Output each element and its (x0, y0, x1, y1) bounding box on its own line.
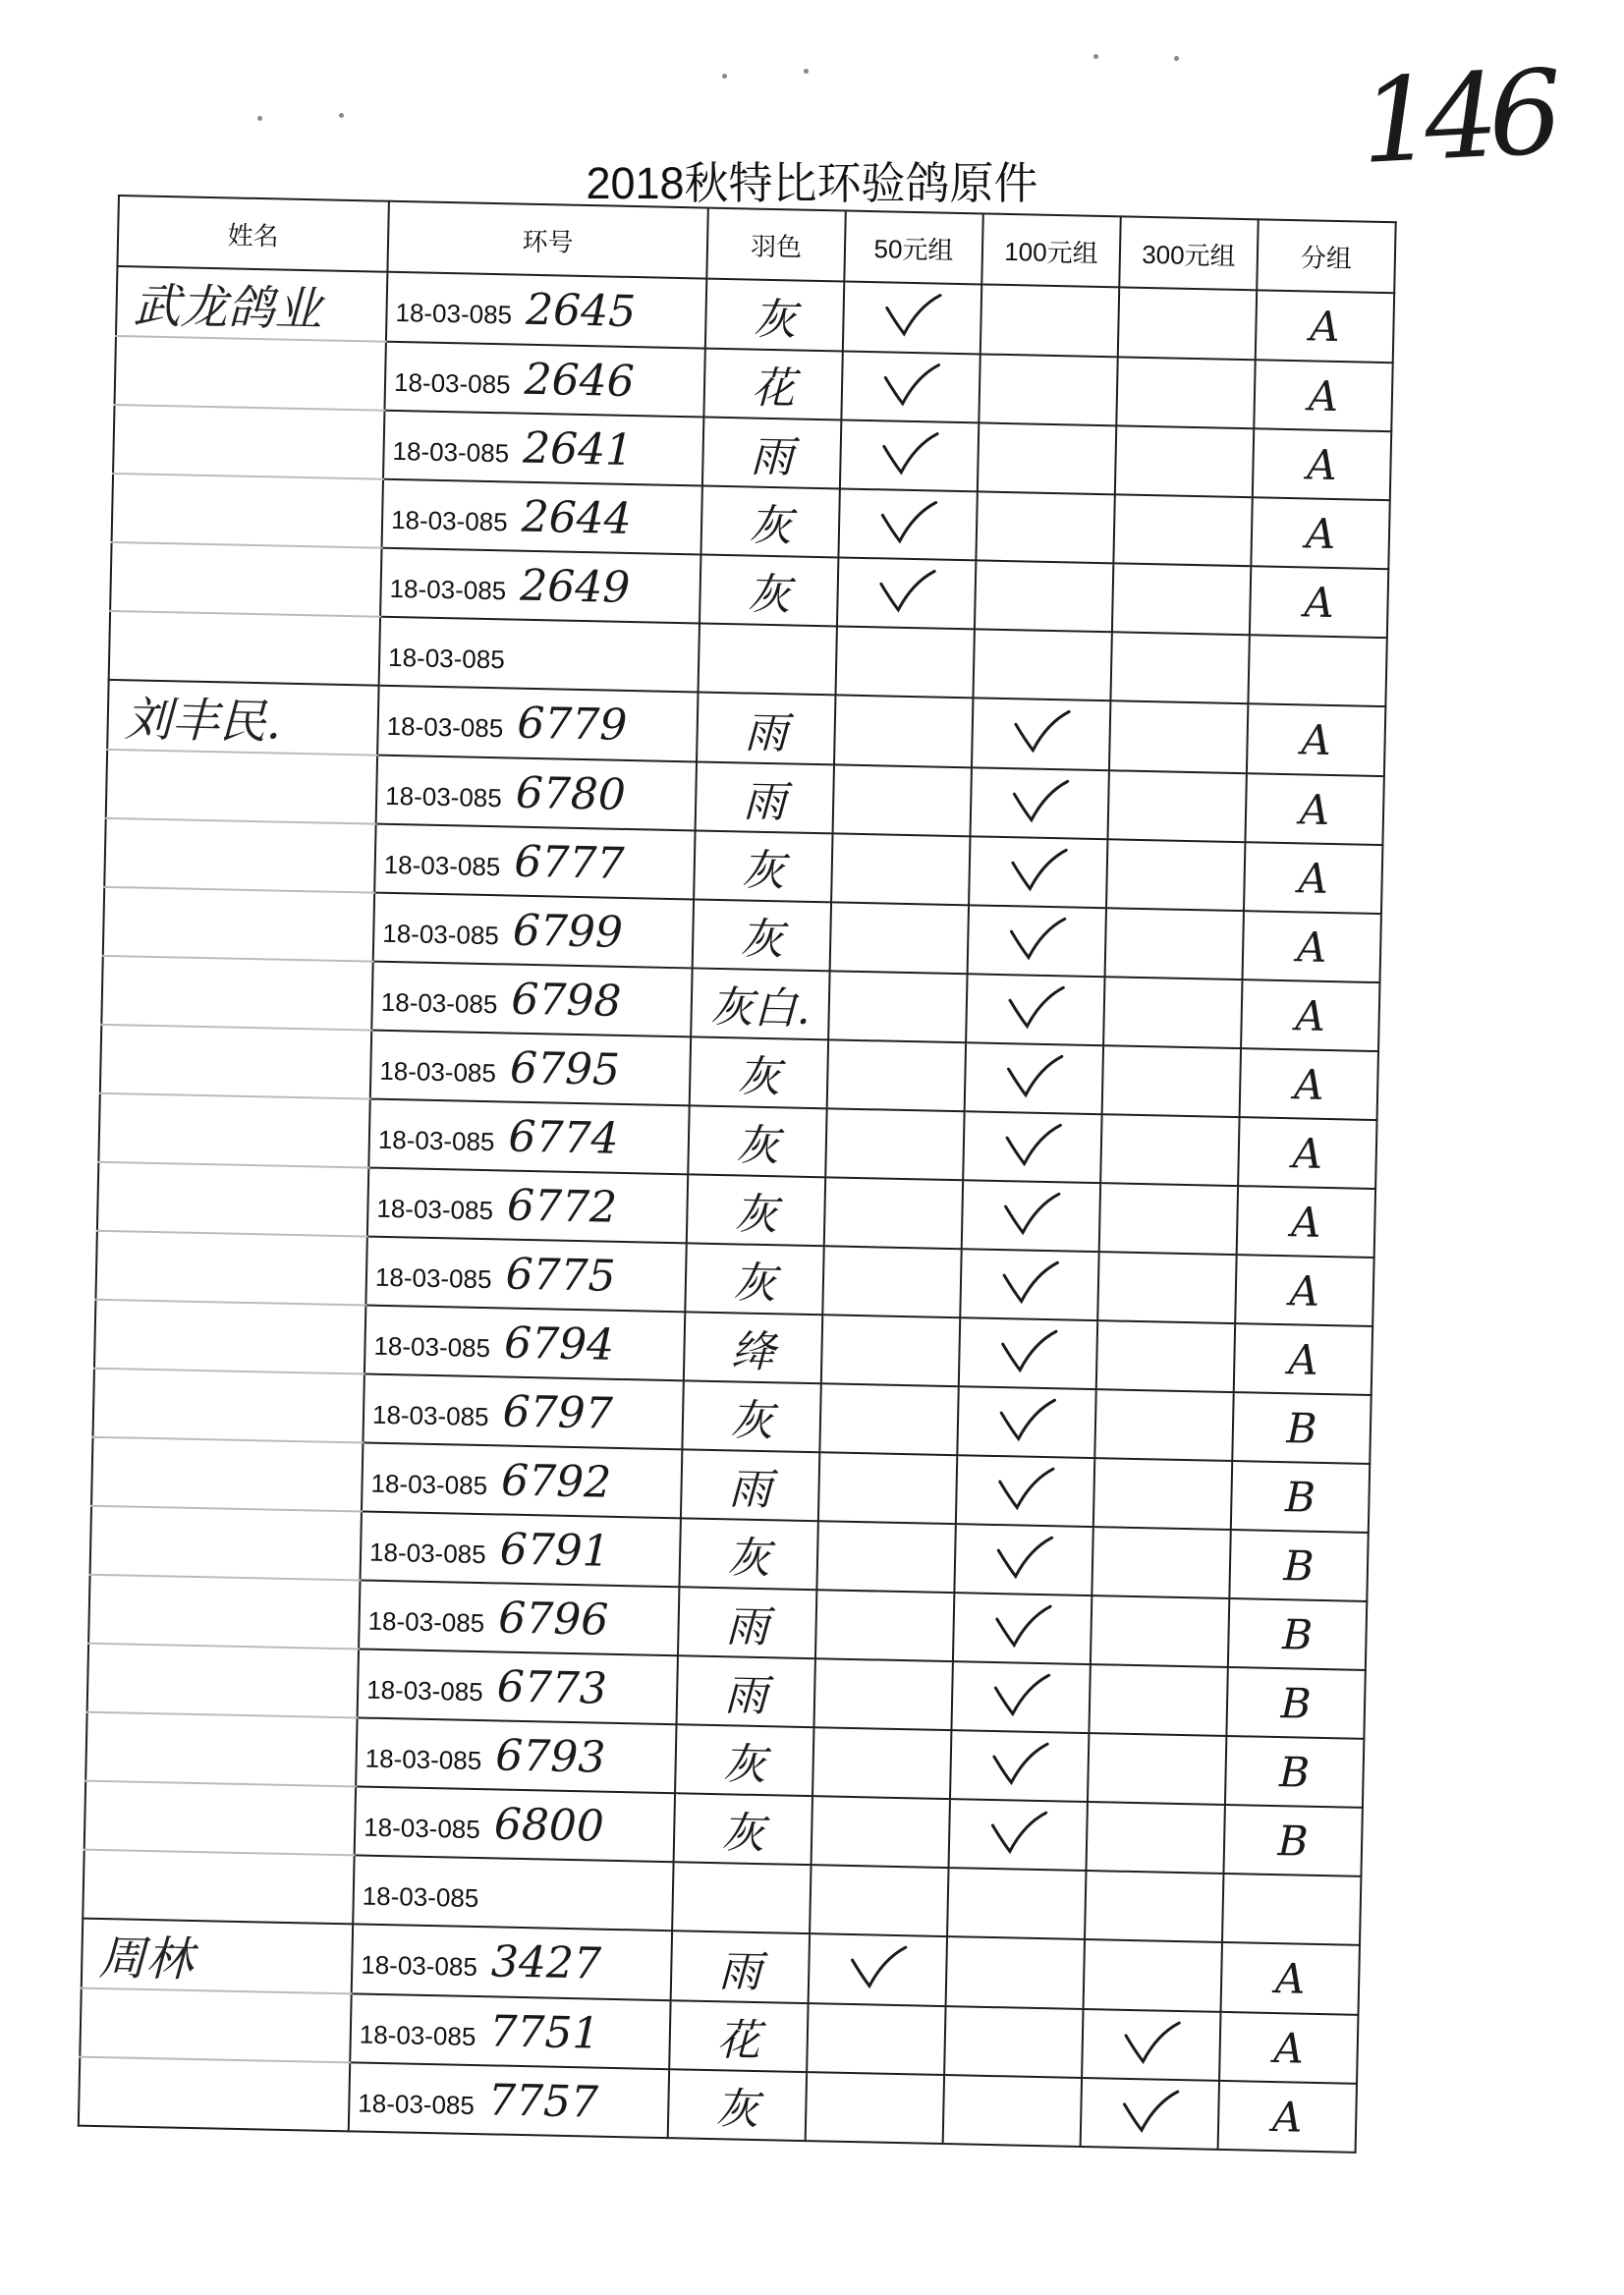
check-icon (1001, 1189, 1061, 1239)
g100-cell (978, 422, 1116, 494)
ring-number-cell (380, 548, 700, 624)
header-100-group: 100元组 (981, 213, 1120, 287)
g50-cell (830, 902, 969, 974)
g50-cell (833, 764, 972, 836)
g300-cell (1091, 1595, 1229, 1667)
check-icon (999, 1258, 1059, 1308)
g100-cell (980, 284, 1119, 357)
ring-number: 7757 (487, 2074, 599, 2128)
owner-name (93, 1369, 364, 1443)
g50-cell (825, 1108, 964, 1180)
ring-number-cell (356, 1717, 676, 1793)
ring-number-cell (376, 756, 697, 831)
group-letter: A (1219, 2012, 1358, 2084)
ring-number: 6791 (499, 1523, 611, 1577)
pigeon-table (78, 195, 1397, 2154)
check-icon (1120, 2086, 1180, 2136)
g50-cell (835, 626, 974, 698)
feather-color: 雨 (671, 1931, 810, 2003)
ring-number: 2649 (519, 560, 631, 613)
ring-prefix: 18-03-085 (389, 573, 507, 605)
g100-cell (972, 698, 1110, 770)
feather-color: 花 (703, 349, 842, 420)
check-icon (988, 1807, 1048, 1857)
feather-color: 雨 (677, 1655, 815, 1727)
ring-number-cell (364, 1306, 685, 1381)
ring-number: 6773 (496, 1660, 608, 1714)
ring-number-cell (352, 1924, 672, 2000)
g100-cell (946, 1936, 1085, 2009)
feather-color: 灰 (694, 830, 832, 902)
ring-number-cell (359, 1580, 679, 1655)
ring-number-cell (382, 479, 702, 555)
ring-number-cell (371, 962, 692, 1037)
feather-color: 灰 (700, 486, 839, 558)
check-icon (994, 1532, 1054, 1582)
owner-name: 武龙鸽业 (116, 266, 387, 342)
check-icon (989, 1738, 1049, 1788)
group-letter (1248, 635, 1386, 706)
g50-cell (834, 695, 973, 767)
scan-speck (1174, 56, 1179, 61)
ring-prefix: 18-03-085 (390, 504, 508, 536)
g100-cell (963, 1111, 1101, 1183)
page-number: 146 (1357, 43, 1556, 191)
g50-cell (838, 488, 977, 560)
g100-cell (960, 1249, 1098, 1320)
g50-cell (815, 1590, 954, 1661)
header-300-group: 300元组 (1119, 216, 1258, 290)
ring-number: 6798 (510, 974, 622, 1027)
g50-cell (807, 2003, 945, 2075)
g100-cell (968, 905, 1106, 977)
ring-number: 2646 (524, 354, 636, 407)
g300-cell (1097, 1252, 1236, 1323)
feather-color: 灰 (682, 1380, 820, 1452)
ring-number-cell (365, 1237, 686, 1313)
g100-cell (943, 2075, 1082, 2147)
ring-number: 6793 (494, 1729, 606, 1783)
g300-cell (1115, 425, 1254, 497)
ring-number-cell (363, 1374, 683, 1450)
g50-cell (819, 1383, 958, 1455)
ring-prefix: 18-03-085 (386, 710, 504, 744)
ring-number-cell (384, 342, 704, 418)
ring-prefix: 18-03-085 (371, 1399, 489, 1431)
owner-name: 周林 (82, 1919, 353, 1994)
g50-cell (816, 1521, 955, 1593)
scan-speck (1093, 54, 1098, 59)
check-icon (998, 1326, 1058, 1376)
g50-cell (841, 351, 980, 422)
g100-cell (966, 974, 1104, 1045)
g300-cell (1099, 1183, 1238, 1255)
ring-number-cell (374, 824, 695, 900)
feather-color: 灰 (705, 279, 844, 352)
ring-number-cell (386, 272, 706, 349)
ring-prefix: 18-03-085 (387, 642, 506, 674)
g50-cell (824, 1177, 963, 1249)
feather-color: 灰 (675, 1724, 813, 1796)
g100-cell (975, 560, 1113, 632)
document-title: 2018秋特比环验鸽原件 (586, 158, 1038, 208)
ring-number: 6779 (516, 698, 628, 751)
feather-color: 灰 (693, 899, 831, 971)
owner-name (100, 1025, 371, 1099)
check-icon (879, 428, 939, 478)
feather-color: 灰 (690, 1036, 828, 1108)
ring-prefix: 18-03-085 (359, 2019, 476, 2051)
group-letter: B (1232, 1392, 1371, 1464)
check-icon (992, 1600, 1052, 1651)
feather-color: 灰 (687, 1174, 825, 1246)
owner-name (83, 1850, 354, 1925)
ring-number: 6795 (509, 1042, 621, 1095)
check-icon (1005, 982, 1065, 1033)
registration-form (78, 195, 1395, 2154)
ring-number: 2641 (522, 422, 634, 476)
g300-cell (1094, 1389, 1233, 1461)
group-letter (1222, 1874, 1361, 1945)
ring-prefix: 18-03-085 (370, 1468, 488, 1500)
check-icon (1121, 2017, 1181, 2067)
owner-name (94, 1300, 365, 1374)
feather-color: 灰 (688, 1105, 826, 1177)
group-letter: B (1225, 1736, 1364, 1808)
feather-color: 灰 (668, 2069, 807, 2141)
ring-number: 6780 (515, 767, 627, 820)
ring-number-cell (377, 686, 698, 762)
g300-cell (1086, 1802, 1224, 1874)
group-letter: A (1250, 566, 1388, 638)
ring-prefix: 18-03-085 (384, 780, 503, 812)
g50-cell (809, 1933, 947, 2006)
scan-speck (257, 116, 262, 121)
ring-prefix: 18-03-085 (393, 366, 511, 399)
ring-number: 6774 (508, 1111, 620, 1164)
g300-cell (1112, 563, 1251, 635)
check-icon (991, 1669, 1051, 1719)
g50-cell (806, 2072, 944, 2144)
check-icon (1007, 914, 1067, 964)
feather-color: 雨 (702, 418, 841, 489)
ring-number (518, 629, 519, 679)
feather-color: 灰 (700, 555, 838, 627)
owner-name (106, 750, 377, 824)
group-letter: A (1234, 1323, 1372, 1395)
owner-name (103, 887, 374, 962)
g100-cell (957, 1386, 1095, 1458)
group-letter: A (1253, 428, 1391, 500)
header-color: 羽色 (706, 208, 845, 282)
g300-cell (1106, 839, 1245, 911)
g100-cell (973, 629, 1111, 700)
ring-prefix: 18-03-085 (362, 1880, 479, 1913)
group-letter: A (1221, 1942, 1360, 2015)
g100-cell (953, 1593, 1092, 1664)
ring-number-cell (373, 893, 694, 969)
scan-speck (804, 69, 809, 74)
ring-number: 6772 (506, 1180, 618, 1233)
g300-cell (1100, 1114, 1239, 1186)
ring-prefix: 18-03-085 (367, 1605, 485, 1638)
owner-name (97, 1162, 368, 1237)
g50-cell (840, 420, 979, 491)
ring-prefix: 18-03-085 (376, 1193, 494, 1225)
feather-color: 灰 (674, 1793, 812, 1865)
owner-name (91, 1437, 363, 1512)
ring-number: 6792 (500, 1454, 612, 1508)
group-letter: B (1226, 1667, 1365, 1739)
g50-cell (818, 1452, 957, 1524)
ring-number-cell (368, 1099, 689, 1175)
ring-number-cell (350, 1993, 670, 2069)
ring-number: 6799 (512, 905, 624, 958)
ring-prefix: 18-03-085 (368, 1537, 486, 1569)
scan-speck (722, 74, 727, 79)
g100-cell (976, 491, 1114, 563)
ring-number-cell (362, 1443, 682, 1519)
g300-cell (1096, 1320, 1235, 1392)
owner-name (98, 1093, 369, 1168)
g300-cell (1105, 908, 1244, 980)
g300-cell (1102, 1045, 1241, 1117)
ring-prefix: 18-03-085 (379, 1055, 497, 1088)
owner-name (80, 1988, 351, 2063)
g50-cell (837, 557, 976, 629)
g300-cell (1093, 1458, 1232, 1530)
owner-name (109, 611, 380, 686)
group-letter: A (1218, 2081, 1357, 2153)
group-letter: A (1244, 842, 1382, 914)
ring-prefix: 18-03-085 (380, 986, 498, 1019)
header-name: 姓名 (117, 196, 388, 272)
group-letter: B (1228, 1598, 1367, 1670)
g50-cell (843, 282, 981, 355)
ring-prefix: 18-03-085 (383, 849, 501, 881)
g50-cell (812, 1796, 950, 1868)
owner-name (113, 405, 384, 479)
ring-number (492, 1868, 493, 1918)
g300-cell (1110, 632, 1249, 703)
owner-name (85, 1712, 357, 1787)
owner-name (115, 336, 386, 411)
g300-cell (1103, 977, 1242, 1048)
ring-number-cell (370, 1031, 691, 1106)
group-letter: A (1240, 1048, 1378, 1120)
owner-name: 刘丰民. (107, 680, 378, 756)
owner-name (95, 1231, 366, 1306)
ring-number-cell (383, 411, 703, 486)
group-letter: A (1241, 980, 1379, 1051)
g50-cell (821, 1315, 960, 1386)
group-letter: A (1254, 360, 1392, 431)
g50-cell (822, 1246, 961, 1317)
g300-cell (1118, 287, 1257, 360)
ring-prefix: 18-03-085 (363, 1812, 481, 1844)
ring-number-cell (353, 1855, 673, 1931)
feather-color (699, 623, 837, 695)
owner-name (90, 1506, 362, 1581)
group-letter: A (1237, 1186, 1375, 1258)
ring-number: 3427 (490, 1936, 602, 1989)
ring-number: 2645 (525, 284, 637, 338)
g100-cell (947, 1868, 1086, 1939)
feather-color: 灰 (685, 1243, 823, 1315)
g100-cell (956, 1455, 1094, 1527)
ring-prefix: 18-03-085 (361, 1949, 478, 1983)
g100-cell (969, 836, 1107, 908)
group-letter: A (1247, 703, 1385, 776)
feather-color: 灰白. (691, 968, 829, 1039)
header-ring: 环号 (387, 201, 707, 279)
ring-number: 6796 (497, 1592, 609, 1646)
owner-name (104, 818, 375, 893)
g50-cell (827, 1039, 966, 1111)
ring-prefix: 18-03-085 (358, 2088, 476, 2120)
header-50-group: 50元组 (844, 211, 982, 285)
group-letter: B (1223, 1805, 1362, 1876)
group-letter: A (1251, 497, 1389, 569)
scan-speck (339, 113, 344, 118)
check-icon (997, 1395, 1057, 1445)
ring-number: 6775 (505, 1249, 617, 1302)
group-letter: B (1231, 1461, 1370, 1533)
feather-color: 绛 (684, 1312, 822, 1383)
ring-number: 6777 (513, 836, 625, 889)
ring-prefix: 18-03-085 (373, 1330, 491, 1363)
g300-cell (1089, 1664, 1227, 1736)
ring-number: 2644 (521, 491, 633, 544)
group-letter: A (1238, 1117, 1376, 1189)
g50-cell (810, 1865, 948, 1936)
owner-name (79, 2057, 350, 2132)
check-icon (1011, 706, 1071, 756)
check-icon (1010, 776, 1070, 826)
ring-prefix: 18-03-085 (374, 1261, 492, 1294)
g100-cell (959, 1317, 1097, 1389)
feather-color: 灰 (679, 1518, 817, 1590)
feather-color: 雨 (678, 1587, 816, 1658)
ring-prefix: 18-03-085 (377, 1124, 495, 1156)
feather-color: 花 (669, 2000, 808, 2072)
group-letter: A (1256, 290, 1394, 363)
g300-cell (1109, 700, 1248, 773)
ring-prefix: 18-03-085 (395, 297, 513, 330)
ring-number-cell (358, 1649, 678, 1724)
g50-cell (831, 833, 970, 905)
feather-color: 雨 (697, 692, 835, 764)
g300-cell (1081, 2078, 1219, 2150)
feather-color: 雨 (681, 1449, 819, 1521)
ring-number: 7751 (488, 2005, 600, 2059)
g300-cell (1085, 1871, 1223, 1942)
g100-cell (949, 1799, 1088, 1871)
g50-cell (813, 1658, 952, 1730)
owner-name (112, 474, 383, 548)
ring-number: 6797 (502, 1385, 614, 1439)
ring-number-cell (349, 2062, 669, 2138)
group-letter: A (1235, 1255, 1373, 1326)
check-icon (881, 360, 941, 410)
ring-number-cell (361, 1511, 681, 1587)
header-group: 分组 (1257, 219, 1395, 293)
g300-cell (1107, 770, 1246, 842)
g300-cell (1092, 1527, 1230, 1598)
feather-color (672, 1862, 811, 1933)
g50-cell (828, 971, 967, 1042)
owner-name (88, 1575, 360, 1650)
g100-cell (954, 1524, 1092, 1595)
ring-prefix: 18-03-085 (364, 1743, 482, 1775)
ring-number-cell (355, 1786, 675, 1862)
g300-cell (1088, 1733, 1226, 1805)
g100-cell (971, 767, 1109, 839)
check-icon (876, 566, 936, 616)
ring-prefix: 18-03-085 (365, 1674, 484, 1707)
table-body (79, 266, 1394, 2153)
feather-color: 雨 (696, 761, 834, 833)
check-icon (1002, 1120, 1062, 1170)
group-letter: A (1243, 911, 1381, 982)
check-icon (995, 1464, 1055, 1514)
check-icon (848, 1942, 908, 1992)
ring-number: 6794 (503, 1316, 615, 1371)
g50-cell (812, 1727, 951, 1799)
g300-cell (1084, 1939, 1222, 2012)
ring-prefix: 18-03-085 (392, 435, 510, 468)
check-icon (1008, 845, 1068, 895)
check-icon (1004, 1051, 1064, 1101)
g100-cell (951, 1661, 1090, 1733)
owner-name (87, 1644, 359, 1718)
g100-cell (962, 1180, 1100, 1252)
ring-prefix: 18-03-085 (382, 918, 500, 950)
group-letter: B (1229, 1530, 1368, 1601)
ring-number-cell (367, 1168, 688, 1244)
owner-name (84, 1781, 356, 1856)
ring-number: 6800 (493, 1798, 605, 1852)
g300-cell (1113, 494, 1252, 566)
g300-cell (1116, 357, 1255, 428)
group-letter: A (1245, 773, 1383, 845)
g100-cell (965, 1042, 1103, 1114)
g100-cell (944, 2006, 1083, 2078)
owner-name (101, 956, 372, 1031)
check-icon (882, 290, 942, 340)
check-icon (878, 497, 938, 547)
g300-cell (1082, 2009, 1220, 2081)
ring-number-cell (379, 617, 700, 693)
g100-cell (979, 354, 1117, 425)
g100-cell (950, 1730, 1089, 1802)
owner-name (110, 542, 381, 617)
